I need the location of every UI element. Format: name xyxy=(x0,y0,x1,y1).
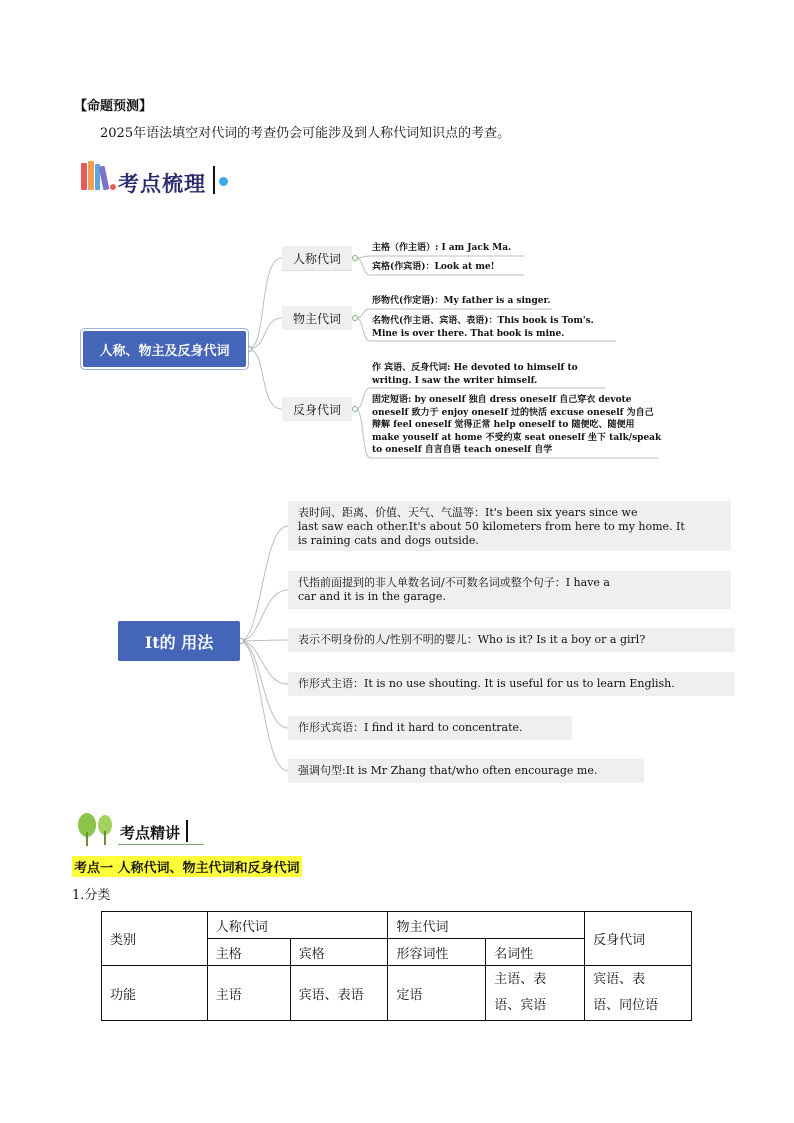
branch-personal-pronoun: 人称代词 xyxy=(282,246,352,270)
keypoint-title: 考点一 人称代词、物主代词和反身代词 xyxy=(72,856,302,877)
cell-nominative-function: 主语 xyxy=(207,966,290,1021)
leaf-adjectival-possessive: 形物代(作定语)：My father is a singer. xyxy=(372,296,551,306)
prediction-title: 【命题预测】 xyxy=(74,99,153,114)
mindmap2-root: It的 用法 xyxy=(118,621,240,661)
header-category: 类别 xyxy=(102,912,208,966)
header-possessive: 物主代词 xyxy=(388,912,585,939)
leaf-reflexive-usage: 作 宾语、反身代词: He devoted to himself to writing. I saw the writer himself. xyxy=(372,363,578,386)
row-function-label: 功能 xyxy=(102,966,208,1021)
trees-icon xyxy=(76,812,116,848)
text-cursor-2 xyxy=(186,820,188,842)
pronoun-classification-table xyxy=(101,911,692,1021)
it-usage-formal-object: 作形式宾语：I find it hard to concentrate. xyxy=(288,716,572,740)
it-usage-time-distance: 表时间、距离、价值、天气、气温等：It's been six years since we last saw each other.It's about 50 kilometers from here to my home. It is raining cats and dogs outside. xyxy=(288,501,731,551)
it-usage-emphatic: 强调句型:It is Mr Zhang that/who often encourage me. xyxy=(288,759,644,783)
header-adjectival: 形容词性 xyxy=(388,939,486,966)
leaf-nominal-possessive: 名物代(作主语、宾语、表语)：This book is Tom's. Mine is over there. That book is mine. xyxy=(372,316,594,339)
cell-reflexive-function: 宾语、表 语、同位语 xyxy=(585,966,692,1021)
prediction-text: 2025年语法填空对代词的考查仍会可能涉及到人称代词知识点的考查。 xyxy=(100,126,511,141)
cell-adjectival-function: 定语 xyxy=(388,966,486,1021)
section-underline xyxy=(118,844,204,845)
header-objective: 宾格 xyxy=(290,939,388,966)
header-personal: 人称代词 xyxy=(207,912,388,939)
branch-possessive-pronoun: 物主代词 xyxy=(282,306,352,330)
header-reflexive: 反身代词 xyxy=(585,912,692,966)
it-usage-reference: 代指前面提到的非人单数名词/不可数名词或整个句子：I have a car and it is in the garage. xyxy=(288,571,731,609)
branch-reflexive-pronoun: 反身代词 xyxy=(282,397,352,421)
header-nominal: 名词性 xyxy=(486,939,585,966)
cell-objective-function: 宾语、表语 xyxy=(290,966,388,1021)
leaf-nominative: 主格（作主语）: I am Jack Ma. xyxy=(372,243,512,253)
section-title-jingjiang: 考点精讲 xyxy=(120,824,181,842)
it-usage-formal-subject: 作形式主语：It is no use shouting. It is useful for us to learn English. xyxy=(288,672,735,696)
classification-title: 1.分类 xyxy=(72,888,111,903)
header-nominative: 主格 xyxy=(207,939,290,966)
leaf-objective: 宾格(作宾语)：Look at me! xyxy=(372,262,495,272)
leaf-fixed-phrases: 固定短语: by oneself 独自 dress oneself 自己穿衣 devote oneself 致力于 enjoy oneself 过的快活 excuse oneself 为自己 辩解 feel oneself 觉得正常 help oneself to 随便吃、随便用 make youself at home 不受约束 seat oneself 坐下 talk/speak to oneself 自言自语 teach oneself 自学 xyxy=(372,395,662,455)
it-usage-unknown-identity: 表示不明身份的人/性别不明的婴儿：Who is it? Is it a boy or a girl? xyxy=(288,628,735,652)
mindmap1-root: 人称、物主及反身代词 xyxy=(83,331,246,367)
cell-nominal-function: 主语、表 语、宾语 xyxy=(486,966,585,1021)
section-title-kaodian: 考点梳理 xyxy=(118,172,206,196)
